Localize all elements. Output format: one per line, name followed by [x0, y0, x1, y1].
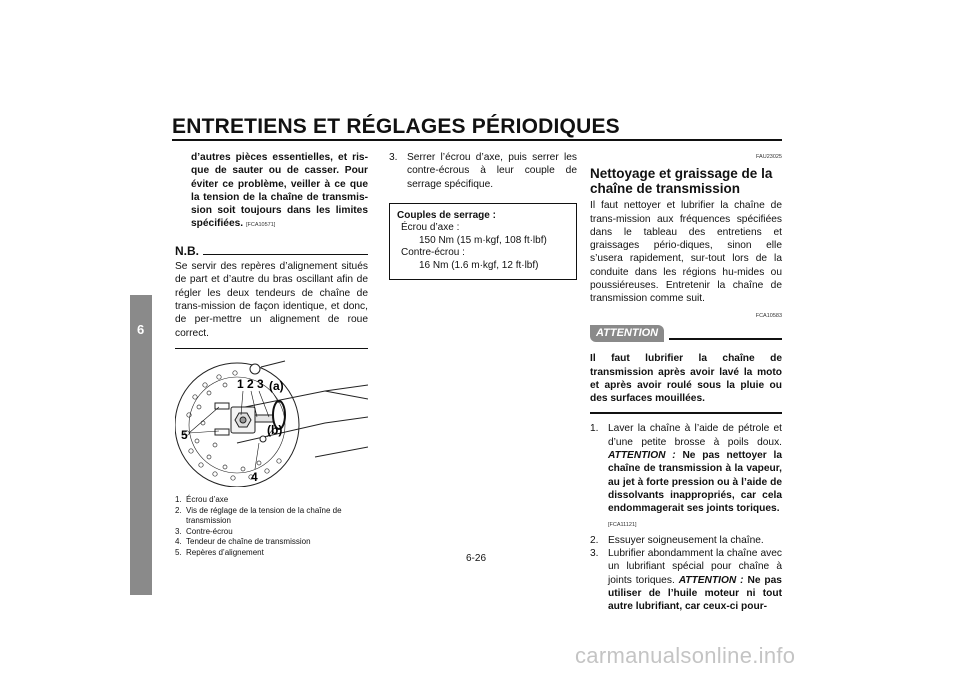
header-rule — [172, 139, 782, 141]
step-3-lubricate — [590, 547, 782, 613]
step-attention-label: ATTENTION : — [608, 450, 676, 462]
caption-number: 2. — [175, 505, 182, 515]
caption-text: Tendeur de chaîne de transmission — [186, 537, 311, 547]
torque-lock-value: 16 Nm (1.6 m·kgf, 12 ft·lbf) — [419, 259, 539, 271]
step-number: 3. — [389, 152, 398, 163]
column-middle — [389, 151, 577, 280]
swingarm-drawing — [215, 361, 368, 457]
section-ref: FAU23025 — [756, 154, 782, 160]
section-intro: Il faut nettoyer et lubrifier la chaîne de trans-mission aux fréquences spécifiées dans le tableau des entretiens et graissages pério-diques, sinon elle s’usera rapidement, sur-tout lors de la conduite dans les régions hu-mides ou poussiéreuses. Entretenir la chaîne de transmission comme suit. — [590, 200, 782, 305]
step-text: Lubrifier abondamment la chaîne avec un lubrifiant spécial pour chaîne à joints toriques. — [608, 548, 782, 586]
caption-text: Contre-écrou — [186, 526, 233, 536]
step-attention-text: Ne pas utiliser de l’huile moteur ni tout autre lubrifiant, car ceux-ci pour- — [608, 574, 782, 613]
watermark: carmanualsonline.info — [575, 643, 796, 668]
torque-title: Couples de serrage : — [397, 209, 496, 221]
nb-label: N.B. — [175, 243, 199, 258]
caption-text: Vis de réglage de la tension de la chaîne de transmission — [186, 505, 342, 526]
caption-text: Écrou d’axe — [186, 495, 229, 505]
step-number: 2. — [590, 534, 599, 546]
chain-adjuster-figure — [175, 357, 368, 487]
nb-heading — [175, 245, 368, 258]
caption-item — [175, 527, 368, 538]
nb-rule — [203, 254, 368, 255]
chapter-tab — [130, 295, 152, 595]
caption-number: 1. — [175, 495, 182, 505]
figure-label-b: (b) — [267, 422, 283, 437]
attention-label: ATTENTION — [590, 325, 664, 342]
attention-rule — [669, 338, 782, 340]
caption-number: 4. — [175, 537, 182, 547]
torque-spec-box — [389, 203, 577, 281]
figure-label-a: (a) — [269, 378, 284, 393]
figure-caption-list — [175, 495, 368, 558]
step-number: 1. — [590, 423, 599, 435]
step-1-ref: [FCA11121] — [608, 521, 637, 528]
attention-text: Il faut lubrifier la chaîne de transmission après avoir lavé la moto et après avoir roulé sous la pluie ou des surfaces mouillées. — [590, 353, 782, 405]
figure-label-4: 4 — [251, 469, 258, 484]
step-text: Laver la chaîne à l’aide de pétrole et d’une petite brosse à poils doux. — [608, 423, 782, 448]
step-body — [608, 547, 782, 613]
attention-heading — [590, 325, 782, 342]
section-title: Nettoyage et graissage de la chaîne de transmission — [590, 166, 773, 197]
step-attention-label: ATTENTION : — [678, 574, 744, 586]
caption-text: Repères d’alignement — [186, 547, 264, 557]
step-attention-text: Ne pas nettoyer la chaîne de transmission à la vapeur, au jet à forte pression ou à l’aide de dissolvants inappropriés, car cela endommagerait ses joints toriques. — [608, 450, 782, 515]
caption-item — [175, 495, 368, 506]
step-text: Essuyer soigneusement la chaîne. — [608, 534, 764, 546]
step-1-clean — [590, 422, 782, 515]
nb-end-rule — [175, 348, 368, 349]
caption-item — [175, 537, 368, 548]
step-number: 3. — [590, 548, 599, 560]
warning-ref: [FCA10571] — [245, 222, 276, 229]
attention-end-rule — [590, 412, 782, 414]
caption-item — [175, 506, 368, 527]
figure-label-123: 1 2 3 — [237, 376, 264, 391]
torque-axle-value: 150 Nm (15 m·kgf, 108 ft·lbf) — [419, 234, 547, 246]
warning-continuation — [175, 151, 368, 233]
page-title: ENTRETIENS ET RÉGLAGES PÉRIODIQUES — [172, 115, 620, 138]
step-body — [608, 422, 782, 515]
step-3-tighten — [389, 151, 577, 191]
torque-lock-label: Contre-écrou : — [401, 247, 465, 259]
chapter-number: 6 — [137, 322, 145, 337]
caption-number: 5. — [175, 547, 182, 557]
step-text: Serrer l’écrou d’axe, puis serrer les contre-écrous à leur couple de serrage spécifique. — [407, 152, 577, 190]
column-right — [590, 151, 782, 614]
attention-ref: FCA10583 — [755, 312, 782, 319]
warning-text: d’autres pièces essentielles, et ris-que de sauter ou de casser. Pour éviter ce problème, veiller à ce que la tension de la chaîne de transmis-sion soit toujours dans les limites spécifiées. — [191, 152, 368, 230]
caption-number: 3. — [175, 526, 182, 536]
column-left — [175, 151, 368, 558]
torque-axle-label: Écrou d’axe : — [401, 222, 460, 234]
figure-label-5: 5 — [181, 427, 188, 442]
page-number: 6-26 — [466, 553, 487, 564]
caption-item — [175, 548, 368, 559]
nb-text: Se servir des repères d’alignement situés de part et d’autre du bras oscillant afin de régler les deux tendeurs de chaîne de trans-mission de façon identique, et donc, de per-mettre un alignement de roue correct. — [175, 261, 368, 339]
step-2-wipe — [590, 534, 782, 547]
